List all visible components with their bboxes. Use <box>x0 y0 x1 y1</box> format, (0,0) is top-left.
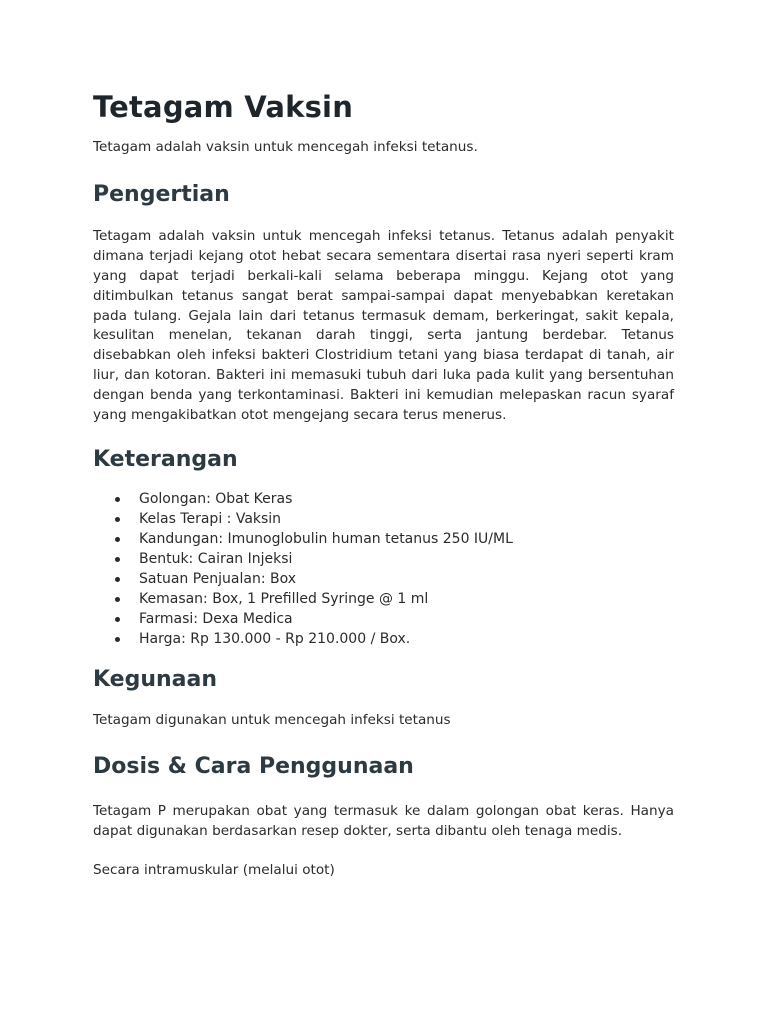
list-item: Bentuk: Cairan Injeksi <box>139 549 674 569</box>
list-item: Farmasi: Dexa Medica <box>139 609 674 629</box>
list-item: Kelas Terapi : Vaksin <box>139 509 674 529</box>
paragraph-kegunaan: Tetagam digunakan untuk mencegah infeksi tetanus <box>93 711 451 728</box>
document-page <box>93 88 674 881</box>
list-item: Kemasan: Box, 1 Prefilled Syringe @ 1 ml <box>139 589 674 609</box>
list-item: Harga: Rp 130.000 - Rp 210.000 / Box. <box>139 629 674 649</box>
heading-keterangan: Keterangan <box>93 446 238 472</box>
paragraph-dosis: Tetagam P merupakan obat yang termasuk ke dalam golongan obat keras. Hanya dapat digunakan berdasarkan resep dokter, serta dibantu oleh tenaga medis. <box>93 802 674 839</box>
list-item: Golongan: Obat Keras <box>139 489 674 509</box>
page-title: Tetagam Vaksin <box>93 90 354 124</box>
paragraph-pengertian: Tetagam adalah vaksin untuk mencegah infeksi tetanus. Tetanus adalah penyakit dimana terjadi kejang otot hebat secara sementara disertai rasa nyeri seperti kram yang dapat terjadi berkali-kali selama beberapa minggu. Kejang otot yang ditimbulkan tetanus sangat berat sampai-sampai dapat menyebabkan keretakan pada tulang. Gejala lain dari tetanus termasuk demam, berkeringat, sakit kepala, kesulitan menelan, tekanan darah tinggi, serta jantung berdebar. Tetanus disebabkan oleh infeksi bakteri Clostridium tetani yang biasa terdapat di tanah, air liur, dan kotoran. Bakteri ini memasuki tubuh dari luka pada kulit yang bersentuhan dengan benda yang terkontaminasi. Bakteri ini kemudian melepaskan racun syaraf yang mengakibatkan otot mengejang secara terus menerus. <box>93 227 674 424</box>
heading-pengertian: Pengertian <box>93 181 230 207</box>
intro-text: Tetagam adalah vaksin untuk mencegah infeksi tetanus. <box>93 139 478 155</box>
list-item: Kandungan: Imunoglobulin human tetanus 250 IU/ML <box>139 529 674 549</box>
paragraph-route: Secara intramuskular (melalui otot) <box>93 861 335 878</box>
heading-dosis: Dosis & Cara Penggunaan <box>93 753 414 779</box>
keterangan-list <box>93 489 674 649</box>
heading-kegunaan: Kegunaan <box>93 666 218 692</box>
list-item: Satuan Penjualan: Box <box>139 569 674 589</box>
